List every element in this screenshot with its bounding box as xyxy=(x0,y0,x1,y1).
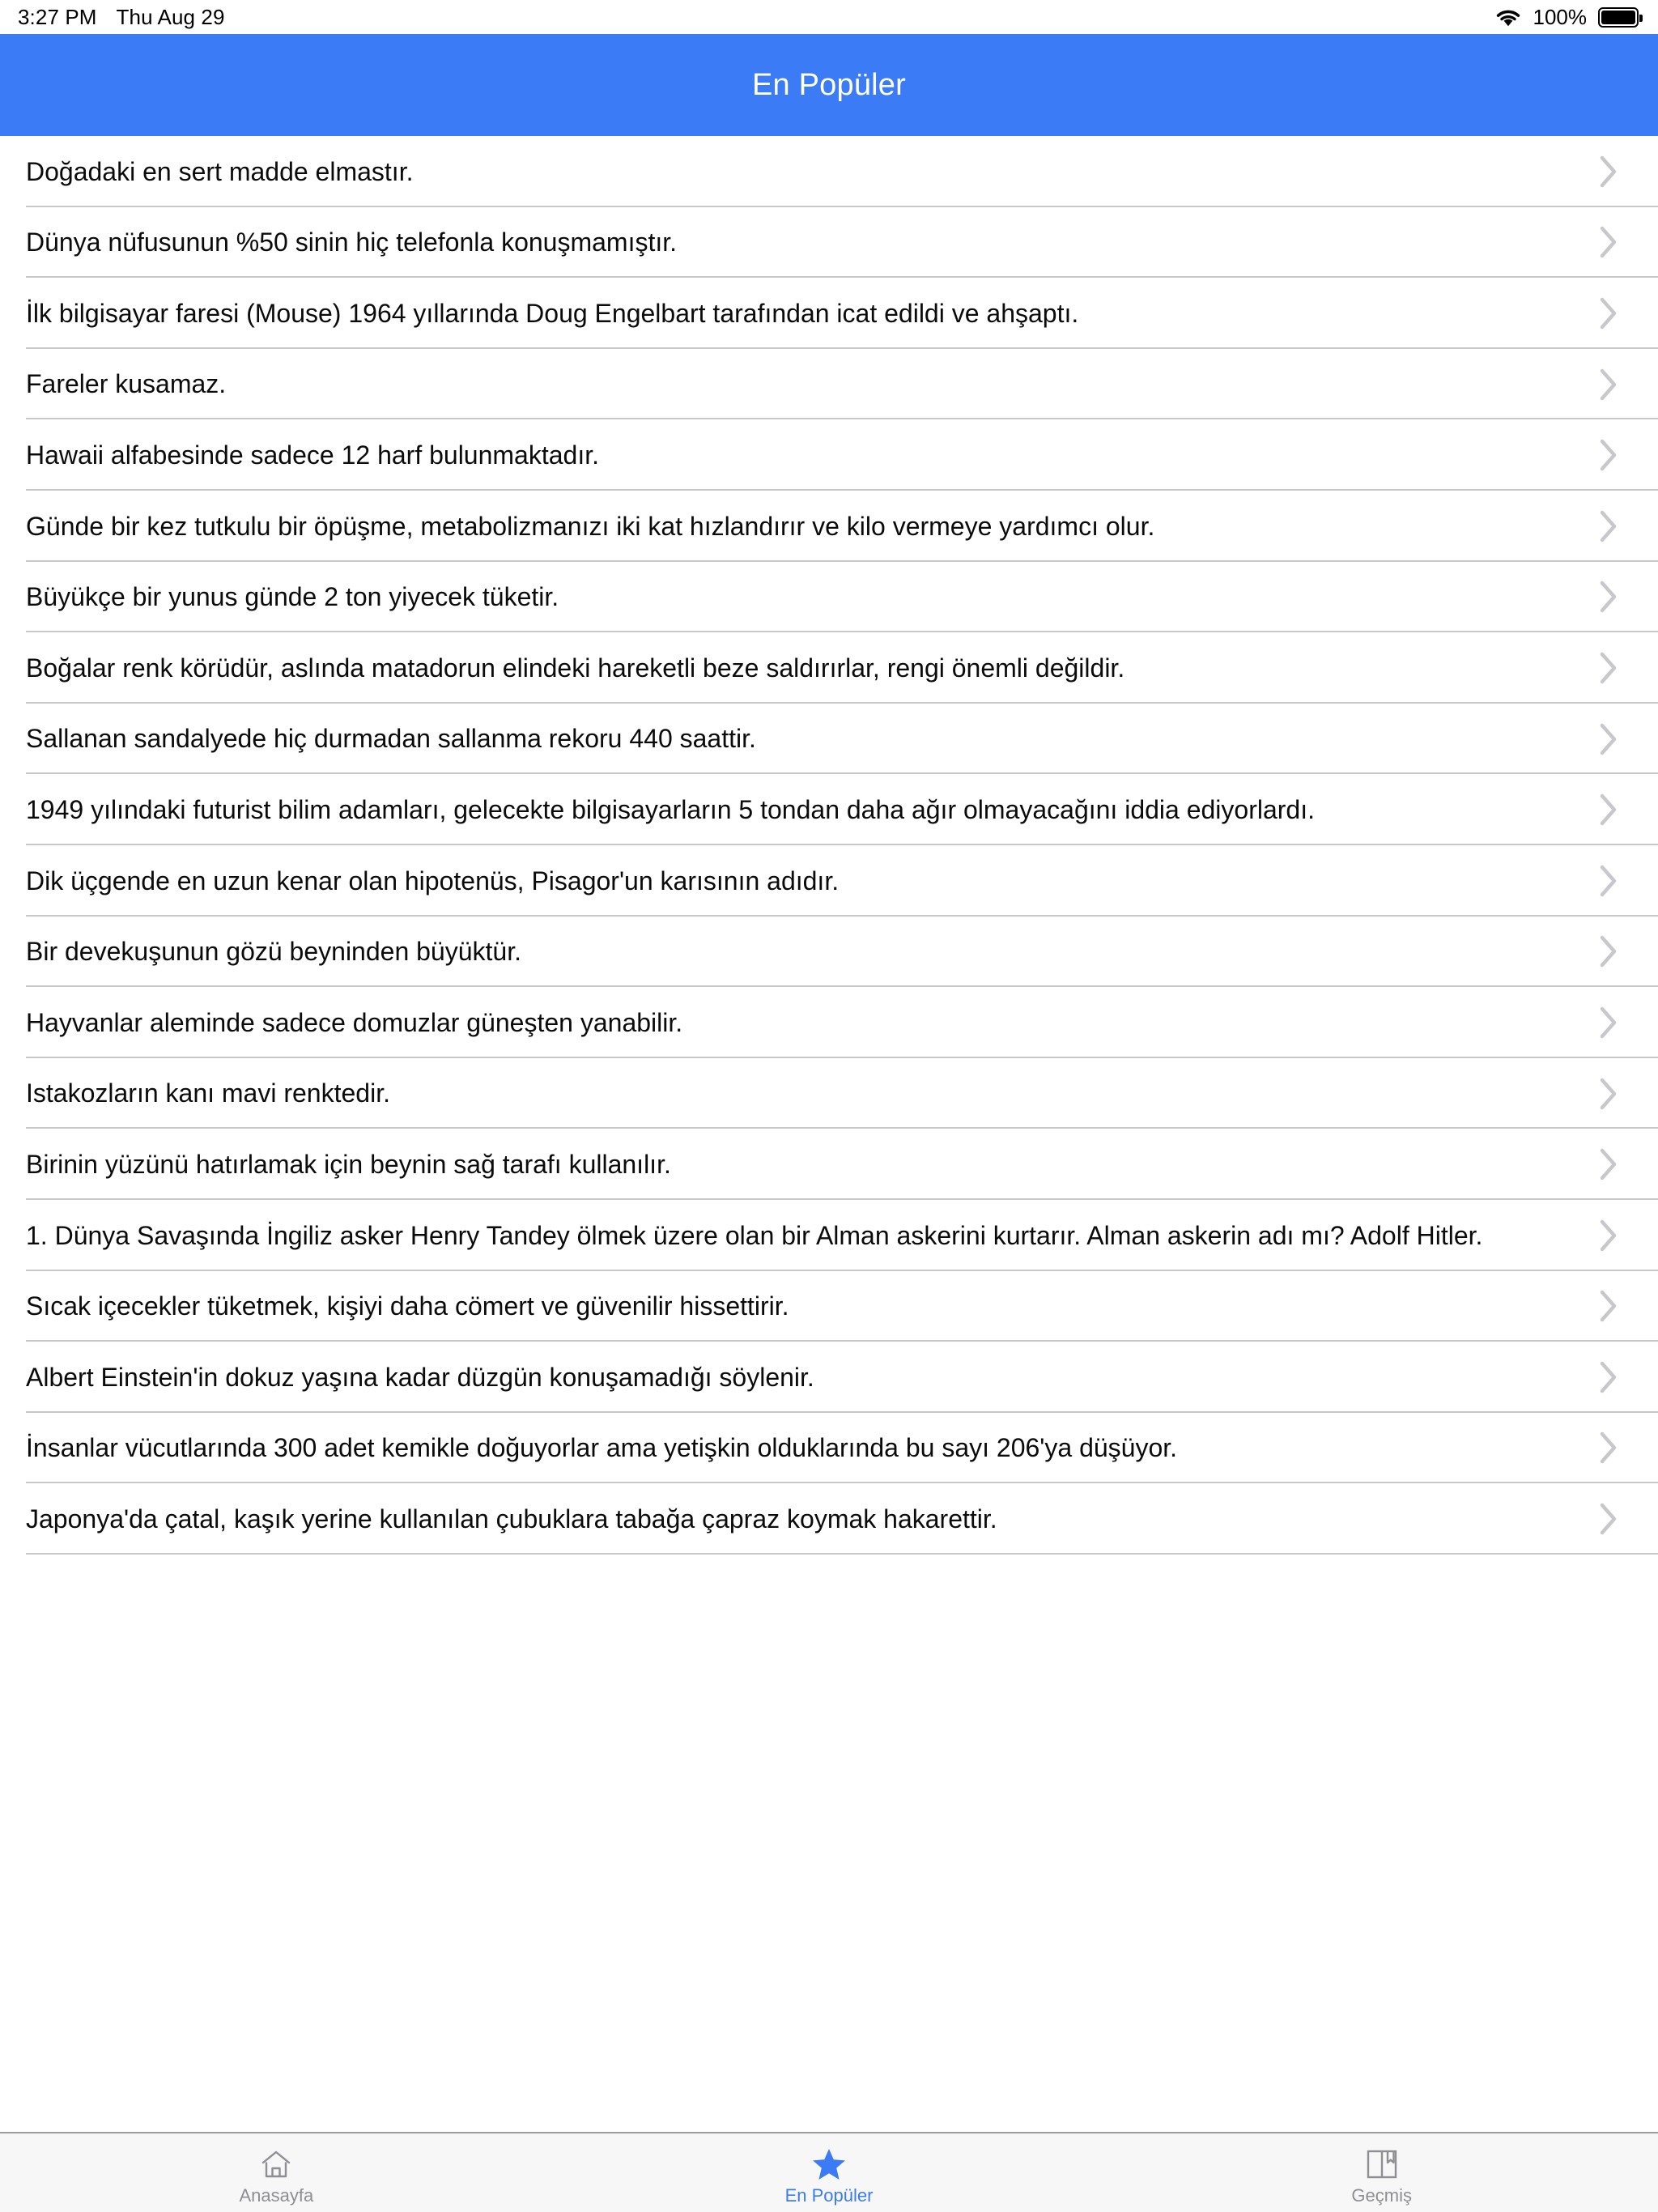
list-item[interactable] xyxy=(0,1271,1658,1342)
chevron-right-icon[interactable] xyxy=(1598,207,1658,279)
status-date: Thu Aug 29 xyxy=(116,4,225,29)
tab-gecmis[interactable] xyxy=(1105,2133,1658,2212)
list-item-label: Boğalar renk körüdür, aslında matadorun elindeki hareketli beze saldırırlar, rengi önemli değildir. xyxy=(26,653,1125,683)
list-item-label: Hawaii alfabesinde sadece 12 harf bulunmaktadır. xyxy=(26,440,599,470)
list-item-label: 1949 yılındaki futurist bilim adamları, gelecekte bilgisayarların 5 tondan daha ağır olmayacağını iddia ediyorlardı. xyxy=(26,794,1315,824)
chevron-right-icon[interactable] xyxy=(1598,1271,1658,1342)
list-item[interactable] xyxy=(0,419,1658,491)
tab-label-gecmis: Geçmiş xyxy=(1351,2184,1412,2206)
list-item-label: Albert Einstein'in dokuz yaşına kadar düzgün konuşamadığı söylenir. xyxy=(26,1362,814,1392)
status-bar-right xyxy=(1494,5,1639,30)
chevron-right-icon[interactable] xyxy=(1598,917,1658,988)
tab-anasayfa[interactable] xyxy=(0,2133,553,2212)
status-bar-left xyxy=(18,5,225,30)
list-item-label: 1. Dünya Savaşında İngiliz asker Henry Tandey ölmek üzere olan bir Alman askerini kurtarır. Alman askerin adı mı? Adolf Hitler. xyxy=(26,1220,1483,1250)
list-item-label: Fareler kusamaz. xyxy=(26,369,227,399)
chevron-right-icon[interactable] xyxy=(1598,349,1658,420)
list-item[interactable] xyxy=(0,136,1658,207)
tab-en-populer[interactable] xyxy=(553,2133,1106,2212)
page-title: En Popüler xyxy=(751,67,906,102)
chevron-right-icon[interactable] xyxy=(1598,704,1658,775)
tab-label-en-populer: En Popüler xyxy=(784,2184,874,2206)
list-item[interactable] xyxy=(0,349,1658,420)
list-item-label: Büyükçe bir yunus günde 2 ton yiyecek tüketir. xyxy=(26,582,559,612)
list-item-label: Sallanan sandalyede hiç durmadan sallanma rekoru 440 saattir. xyxy=(26,724,756,754)
list-item-label: Günde bir kez tutkulu bir öpüşme, metabolizmanızı iki kat hızlandırır ve kilo vermeye yardımcı olur. xyxy=(26,511,1155,541)
list-item[interactable] xyxy=(0,207,1658,279)
chevron-right-icon[interactable] xyxy=(1598,562,1658,633)
chevron-right-icon[interactable] xyxy=(1598,278,1658,349)
list-scroll-area[interactable] xyxy=(0,136,1658,2132)
battery-percent-label: 100% xyxy=(1533,4,1587,29)
battery-icon xyxy=(1598,7,1639,28)
wifi-icon xyxy=(1494,6,1522,28)
list-item-label: Bir devekuşunun gözü beyninden büyüktür. xyxy=(26,937,521,967)
list-item[interactable] xyxy=(0,845,1658,917)
home-icon xyxy=(260,2146,292,2182)
list-item-label: Doğadaki en sert madde elmastır. xyxy=(26,156,414,186)
list-item[interactable] xyxy=(0,1200,1658,1271)
list-item[interactable] xyxy=(0,774,1658,845)
list-item-label: Japonya'da çatal, kaşık yerine kullanılan çubuklara tabağa çapraz koymak hakarettir. xyxy=(26,1504,997,1534)
list-item[interactable] xyxy=(0,278,1658,349)
chevron-right-icon[interactable] xyxy=(1598,1342,1658,1413)
chevron-right-icon[interactable] xyxy=(1598,987,1658,1058)
chevron-right-icon[interactable] xyxy=(1598,1200,1658,1271)
list-item[interactable] xyxy=(0,632,1658,704)
chevron-right-icon[interactable] xyxy=(1598,774,1658,845)
list-item[interactable] xyxy=(0,1483,1658,1555)
chevron-right-icon[interactable] xyxy=(1598,419,1658,491)
list-item-label: Dünya nüfusunun %50 sinin hiç telefonla konuşmamıştır. xyxy=(26,228,678,257)
chevron-right-icon[interactable] xyxy=(1598,845,1658,917)
list-item[interactable] xyxy=(0,1058,1658,1129)
list-item[interactable] xyxy=(0,491,1658,562)
tab-label-anasayfa: Anasayfa xyxy=(239,2184,314,2206)
list-item[interactable] xyxy=(0,987,1658,1058)
tab-bar xyxy=(0,2132,1658,2212)
list-item-label: Dik üçgende en uzun kenar olan hipotenüs, Pisagor'un karısının adıdır. xyxy=(26,866,840,895)
list-item[interactable] xyxy=(0,1342,1658,1413)
list-item-label: Hayvanlar aleminde sadece domuzlar güneşten yanabilir. xyxy=(26,1007,683,1037)
list-item-label: İlk bilgisayar faresi (Mouse) 1964 yıllarında Doug Engelbart tarafından icat edildi ve ahşaptı. xyxy=(26,298,1079,328)
status-bar xyxy=(0,0,1658,34)
status-time: 3:27 PM xyxy=(18,4,97,29)
nav-bar xyxy=(0,34,1658,136)
list-item[interactable] xyxy=(0,562,1658,633)
list-item[interactable] xyxy=(0,1413,1658,1484)
list-item[interactable] xyxy=(0,704,1658,775)
list-item[interactable] xyxy=(0,1129,1658,1200)
chevron-right-icon[interactable] xyxy=(1598,1129,1658,1200)
list-item-label: İnsanlar vücutlarında 300 adet kemikle doğuyorlar ama yetişkin olduklarında bu sayı 206'ya düşüyor. xyxy=(26,1433,1178,1463)
chevron-right-icon[interactable] xyxy=(1598,1413,1658,1484)
battery-fill xyxy=(1601,11,1635,24)
list-item-label: Istakozların kanı mavi renktedir. xyxy=(26,1078,390,1108)
chevron-right-icon[interactable] xyxy=(1598,136,1658,207)
fact-list xyxy=(0,136,1658,1555)
chevron-right-icon[interactable] xyxy=(1598,491,1658,562)
list-item[interactable] xyxy=(0,917,1658,988)
list-item-label: Sıcak içecekler tüketmek, kişiyi daha cömert ve güvenilir hissettirir. xyxy=(26,1291,789,1321)
chevron-right-icon[interactable] xyxy=(1598,1483,1658,1555)
list-item-label: Birinin yüzünü hatırlamak için beynin sağ tarafı kullanılır. xyxy=(26,1149,671,1179)
chevron-right-icon[interactable] xyxy=(1598,632,1658,704)
chevron-right-icon[interactable] xyxy=(1598,1058,1658,1129)
star-icon xyxy=(811,2146,847,2182)
book-icon xyxy=(1365,2146,1399,2182)
